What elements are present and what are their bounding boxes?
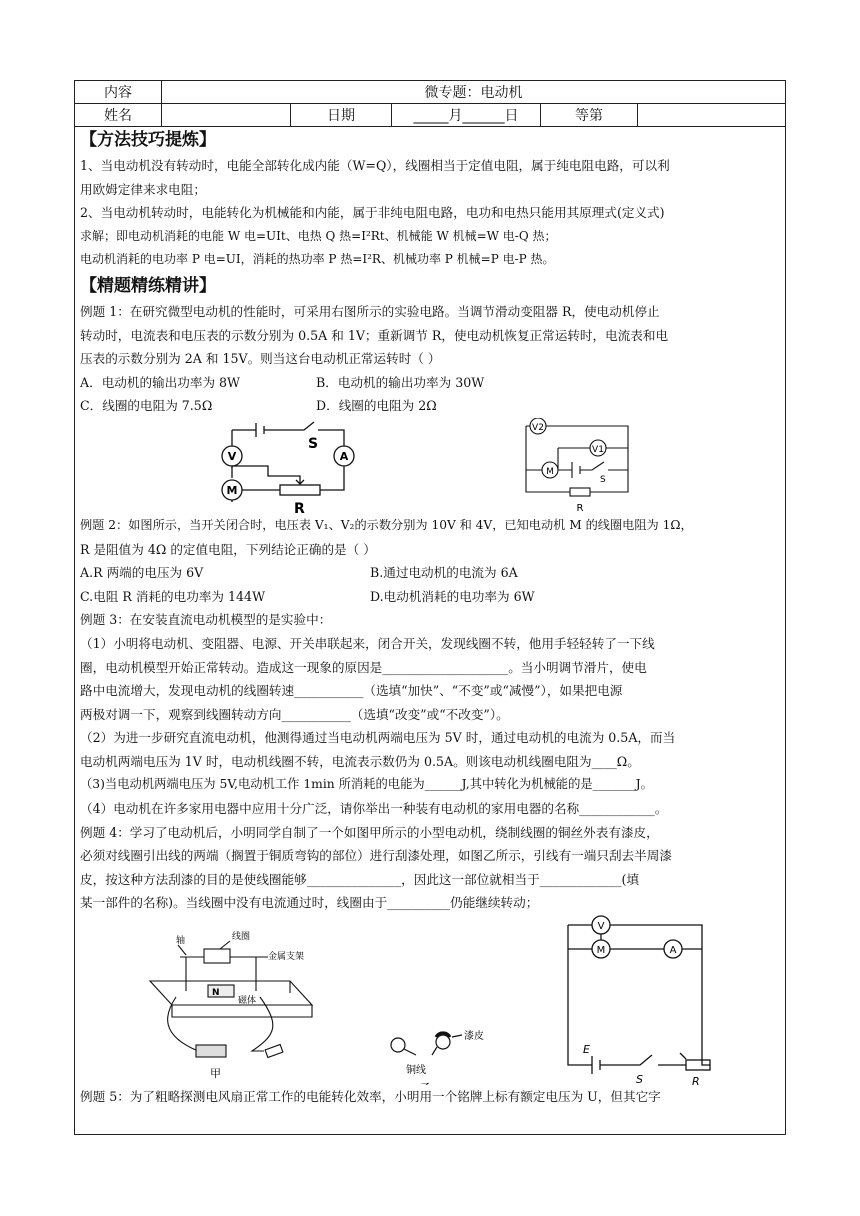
motor-figures-row <box>80 915 780 1085</box>
wire-ends-drawing <box>391 1033 462 1055</box>
enamel-label: 漆皮 <box>464 1031 484 1043</box>
ex2-line: 例题 2：如图所示，当开关闭合时，电压表 V₁、V₂的示数分别为 10V 和 4V，已知电动机 M 的线圈电阻为 1Ω， <box>80 517 693 532</box>
ex4-line: 某一部件的名称)。当线圈中没有电流通过时，线圈由于__________仍能继续转动； <box>80 895 539 911</box>
copper-wire-label: 铜线 <box>406 1065 426 1077</box>
rheostat3-label: R <box>692 1075 700 1086</box>
ex2-options-cd <box>80 585 780 609</box>
motor3-label: M <box>596 945 606 957</box>
ex1-option-d: D．线圈的电阻为 2Ω <box>316 398 437 414</box>
circuit-figures <box>80 418 780 514</box>
content-label: 内容 <box>75 81 162 104</box>
magnet-label: 磁体 <box>238 996 257 1007</box>
bracket-label: 金属支架 <box>268 952 305 963</box>
ex2-option-d: D.电动机消耗的电功率为 6W <box>370 588 535 604</box>
rheostat-label: R <box>294 500 305 514</box>
north-pole-label: N <box>212 988 220 999</box>
ex1-line: 转动时，电流表和电压表的示数分别为 0.5A 和 1V；重新调节 R，使电动机恢复正常运转时，电流表和电 <box>80 327 669 343</box>
ex3-line: 两极对调一下，观察到线圈转动方向___________（选填“改变”或“不改变”）。 <box>80 706 509 722</box>
ex1-line: 例题 1：在研究微型电动机的性能时，可采用右图所示的实验电路。当调节滑动变阻器 R，使电动机停止 <box>80 303 660 319</box>
name-value[interactable] <box>162 104 291 127</box>
ex2-options-ab <box>80 561 780 585</box>
v2-label: V2 <box>532 422 544 433</box>
ex3-line: 例题 3：在安装直流电动机模型的是实验中： <box>80 612 332 628</box>
section-title-methods: 【方法技巧提炼】 <box>80 130 216 150</box>
resistor2-label: R <box>576 502 584 514</box>
battery3-label: E <box>583 1043 590 1057</box>
ammeter-label: A <box>339 449 349 463</box>
ex1-option-a: A．电动机的输出功率为 8W <box>80 374 240 390</box>
ex2-line: R 是阻值为 4Ω 的定值电阻，下列结论正确的是（ ） <box>80 541 376 557</box>
method-line: 电动机消耗的电功率 P 电=UI，消耗的热功率 P 热=I²R、机械功率 P 机械=P 电-P 热。 <box>80 252 555 267</box>
fig-jia-caption: 甲 <box>210 1067 221 1081</box>
ex5-line: 例题 5：为了粗略探测电风扇正常工作的电能转化效率，小明用一个铭牌上标有额定电压为 U，但其它字 <box>80 1089 661 1105</box>
section-title-exercises: 【精题精练精讲】 <box>80 275 216 296</box>
ex2-option-a: A.R 两端的电压为 6V <box>80 565 204 581</box>
ex3-line: （1）小明将电动机、变阻器、电源、开关串联起来，闭合开关，发现线圈不转，他用手轻轻转了一下线 <box>80 635 655 651</box>
fig-yi-caption <box>420 1081 431 1085</box>
date-value: _____月______日 <box>392 104 541 127</box>
switch2-label: S <box>600 474 606 485</box>
ex1-option-b: B．电动机的输出功率为 30W <box>316 374 485 390</box>
ex4-line: 例题 4：学习了电动机后，小明同学自制了一个如图甲所示的小型电动机，绕制线圈的铜丝外表有漆皮， <box>80 824 659 840</box>
method-line: 求解；即电动机消耗的电能 W 电=UIt、电热 Q 热=I²Rt、机械能 W 机械=W 电-Q 热； <box>80 228 557 243</box>
shaft-label: 轴 <box>176 936 186 947</box>
header-table <box>74 80 786 127</box>
motor2-label: M <box>546 466 554 477</box>
ex3-line: （4）电动机在许多家用电器中应用十分广泛，请你举出一种装有电动机的家用电器的名称____________。 <box>80 801 668 817</box>
method-line: 2、当电动机转动时，电能转化为机械能和内能，属于非纯电阻电路，电功和电热只能用其原理式(定义式) <box>80 205 665 221</box>
switch-label: S <box>308 435 319 452</box>
ex2-option-c: C.电阻 R 消耗的电功率为 144W <box>80 588 266 604</box>
rank-value[interactable] <box>638 104 786 127</box>
switch3-label: S <box>636 1073 643 1086</box>
ex3-line: 电动机两端电压为 1V 时，电动机线圈不转，电流表示数仍为 0.5A。则该电动机线圈电阻为____Ω。 <box>80 753 640 769</box>
voltmeter3-label: V <box>597 921 605 933</box>
ex1-line: 压表的示数分别为 2A 和 15V。则当这台电动机正常运转时（ ） <box>80 351 441 367</box>
method-line: 用欧姆定律来求电阻； <box>80 181 206 197</box>
ex1-options-cd <box>80 394 780 418</box>
ex3-line: （3)当电动机两端电压为 5V,电动机工作 1min 所消耗的电能为______J,其中转化为机械能的是_______J。 <box>80 777 653 792</box>
content-value: 微专题：电动机 <box>162 81 786 104</box>
coil-label: 线圈 <box>232 932 251 943</box>
ex4-line: 必须对线圈引出线的两端（搁置于铜质弯钩的部位）进行刮漆处理，如图乙所示，引线有一端只刮去半周漆 <box>80 848 672 864</box>
method-line: 1、当电动机没有转动时，电能全部转化成内能（W=Q），线圈相当于定值电阻，属于纯电阻电路，可以利 <box>80 158 670 173</box>
ex3-line: 圈，电动机模型开始正常转动。造成这一现象的原因是____________________。当小明调节滑片，使电 <box>80 659 647 675</box>
circuit-1 <box>222 422 354 502</box>
ex1-option-c: C．线圈的电阻为 7.5Ω <box>80 398 213 414</box>
ex3-line: （2）为进一步研究直流电动机，他测得通过当电动机两端电压为 5V 时，通过电动机的电流为 0.5A，而当 <box>80 730 676 746</box>
motor-figures <box>80 915 780 1085</box>
ex3-line: 路中电流增大，发现电动机的线圈转速___________（选填“加快”、“不变”或“减慢”），如果把电源 <box>80 683 623 699</box>
voltmeter-label: V <box>227 449 237 463</box>
name-label: 姓名 <box>75 104 162 127</box>
date-label: 日期 <box>291 104 392 127</box>
circuit-figures-row <box>80 418 780 514</box>
ex4-line: 皮，按这种方法刮漆的目的是使线圈能够_______________，因此这一部位就相当于_____________(填 <box>80 871 640 887</box>
motor-label: M <box>226 483 238 497</box>
rank-label: 等第 <box>541 104 638 127</box>
content-body <box>80 126 780 1109</box>
ex1-options-ab <box>80 371 780 395</box>
ex2-option-b: B.通过电动机的电流为 6A <box>370 565 518 581</box>
ammeter3-label: A <box>669 945 677 957</box>
v1-label: V1 <box>592 444 604 455</box>
